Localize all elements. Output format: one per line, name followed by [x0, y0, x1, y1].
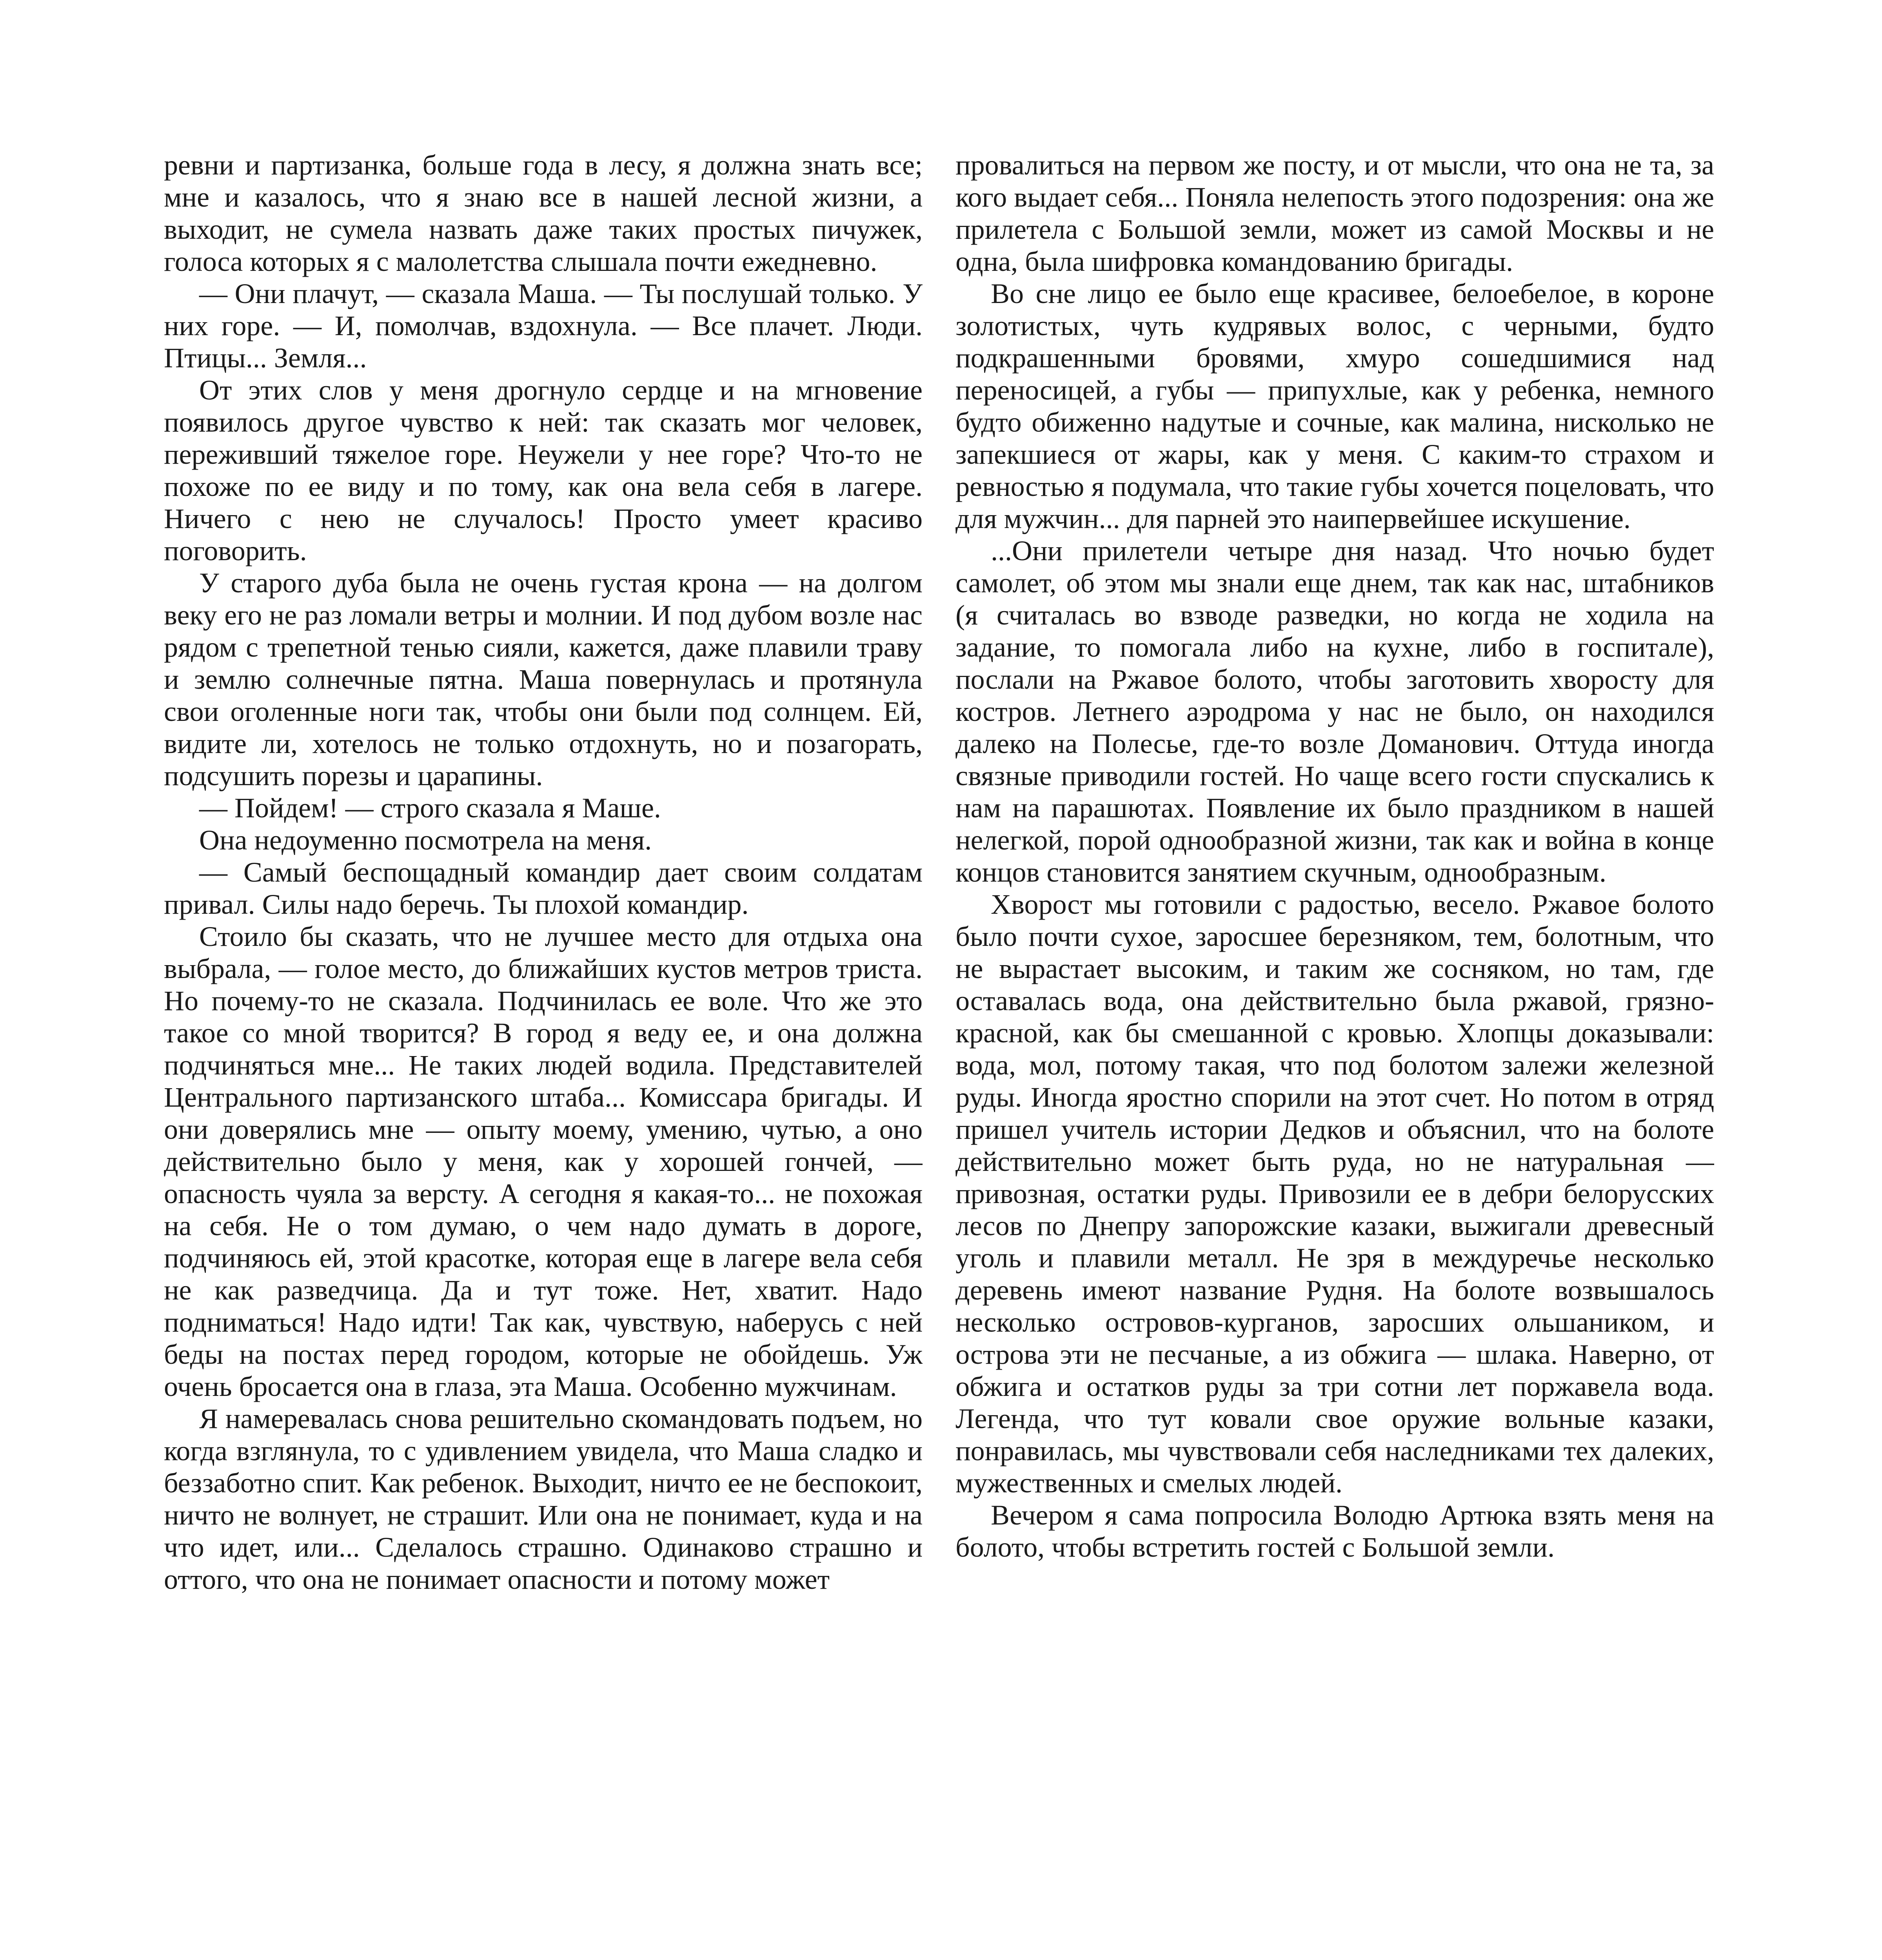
paragraph: У старого дуба была не очень густая крона — на долгом веку его не раз ломали ветры и молнии. И под дубом возле нас рядом с трепетной тенью сияли, кажется, даже плавили траву и землю солнечные пятна. Маша повернулась и протянула свои оголенные ноги так, чтобы они были под солнцем. Ей, видите ли, хотелось не только отдохнуть, но и позагорать, подсушить порезы и царапины.	[164, 567, 923, 791]
paragraph: — Пойдем! — строго сказала я Маше.	[199, 792, 661, 824]
right-text-column	[956, 149, 1714, 1960]
paragraph: Она недоуменно посмотрела на меня.	[199, 824, 652, 856]
paragraph: От этих слов у меня дрогнуло сердце и на мгновение появилось другое чувство к ней: так сказать мог человек, переживший тяжелое горе. Неужели у нее горе? Что-то не похоже по ее виду и по тому, как она вела себя в лагере. Ничего с нею не случалось! Просто умеет красиво поговорить.	[164, 374, 923, 566]
paragraph: — Самый беспощадный командир дает своим солдатам привал. Силы надо беречь. Ты плохой командир.	[164, 857, 923, 920]
paragraph: Стоило бы сказать, что не лучшее место для отдыха она выбрала, — голое место, до ближайших кустов метров триста. Но почему-то не сказала. Подчинилась ее воле. Что же это такое со мной творится? В город я веду ее, и она должна подчиняться мне... Не таких людей водила. Представителей Центрального партизанского штаба... Комиссара бригады. И они доверялись мне — опыту моему, умению, чутью, а оно действительно было у меня, как у хорошей гончей, — опасность чуяла за версту. А сегодня я какая-то... не похожая на себя. Не о том думаю, о чем надо думать в дороге, подчиняюсь ей, этой красотке, которая еще в лагере вела себя не как разведчица. Да и тут тоже. Нет, хватит. Надо подниматься! Надо идти! Так как, чувствую, наберусь с ней беды на постах перед городом, которые не обойдешь. Уж очень бросается она в глаза, эта Маша. Особенно мужчинам.	[164, 921, 923, 1402]
paragraph: Вечером я сама попросила Володю Артюка взять меня на болото, чтобы встретить гостей с Большой земли.	[956, 1499, 1714, 1563]
paragraph: — Они плачут, — сказала Маша. — Ты послушай только. У них горе. — И, помолчав, вздохнула. — Все плачет. Люди. Птицы... Земля...	[164, 278, 923, 374]
paragraph: провалиться на первом же посту, и от мысли, что она не та, за кого выдает себя... Поняла нелепость этого подозрения: она же прилетела с Большой земли, может из самой Москвы и не одна, была шифровка командованию бригады.	[956, 149, 1714, 277]
paragraph: Я намеревалась снова решительно скомандовать подъем, но когда взглянула, то с удивлением увидела, что Маша сладко и беззаботно спит. Как ребенок. Выходит, ничто ее не беспокоит, ничто не волнует, не страшит. Или она не понимает, куда и на что идет, или... Сделалось страшно. Одинаково страшно и оттого, что она не понимает опасности и потому может	[164, 1403, 923, 1595]
paragraph: ревни и партизанка, больше года в лесу, я должна знать все; мне и казалось, что я знаю все в нашей лесной жизни, а выходит, не сумела назвать даже таких простых пичужек, голоса которых я с малолетства слышала почти ежедневно.	[164, 149, 923, 277]
paragraph: Во сне лицо ее было еще красивее, белоебелое, в короне золотистых, чуть кудрявых волос, с черными, будто подкрашенными бровями, хмуро сошедшимися над переносицей, а губы — припухлые, как у ребенка, немного будто обиженно надутые и сочные, как малина, нисколько не запекшиеся от жары, как у меня. С каким-то страхом и ревностью я подумала, что такие губы хочется поцеловать, что для мужчин... для парней это наипервейшее искушение.	[956, 278, 1714, 534]
paragraph: ...Они прилетели четыре дня назад. Что ночью будет самолет, об этом мы знали еще днем, так как нас, штабников (я считалась во взводе разведки, но когда не ходила на задание, то помогала либо на кухне, либо в госпитале), послали на Ржавое болото, чтобы заготовить хворосту для костров. Летнего аэродрома у нас не было, он находился далеко на Полесье, где-то возле Доманович. Оттуда иногда связные приводили гостей. Но чаще всего гости спускались к нам на парашютах. Появление их было праздником в нашей нелегкой, порой однообразной жизни, так как и война в конце концов становится занятием скучным, однообразным.	[956, 535, 1714, 888]
left-text-column	[164, 149, 923, 1960]
paragraph: Хворост мы готовили с радостью, весело. Ржавое болото было почти сухое, заросшее березняком, тем, болотным, что не вырастает высоким, и таким же сосняком, но там, где оставалась вода, она действительно была ржавой, грязно-красной, как бы смешанной с кровью. Хлопцы доказывали: вода, мол, потому такая, что под болотом залежи железной руды. Иногда яростно спорили на этот счет. Но потом в отряд пришел учитель истории Дедков и объяснил, что на болоте действительно может быть руда, но не натуральная — привозная, остатки руды. Привозили ее в дебри белорусских лесов по Днепру запорожские казаки, выжигали древесный уголь и плавили металл. Не зря в междуречье несколько деревень имеют название Рудня. На болоте возвышалось несколько островов-курганов, заросших ольшаником, и острова эти не песчаные, а из обжига — шлака. Наверно, от обжига и остатков руды за три сотни лет поржавела вода. Легенда, что тут ковали свое оружие вольные казаки, понравилась, мы чувствовали себя наследниками тех далеких, мужественных и смелых людей.	[956, 889, 1714, 1499]
